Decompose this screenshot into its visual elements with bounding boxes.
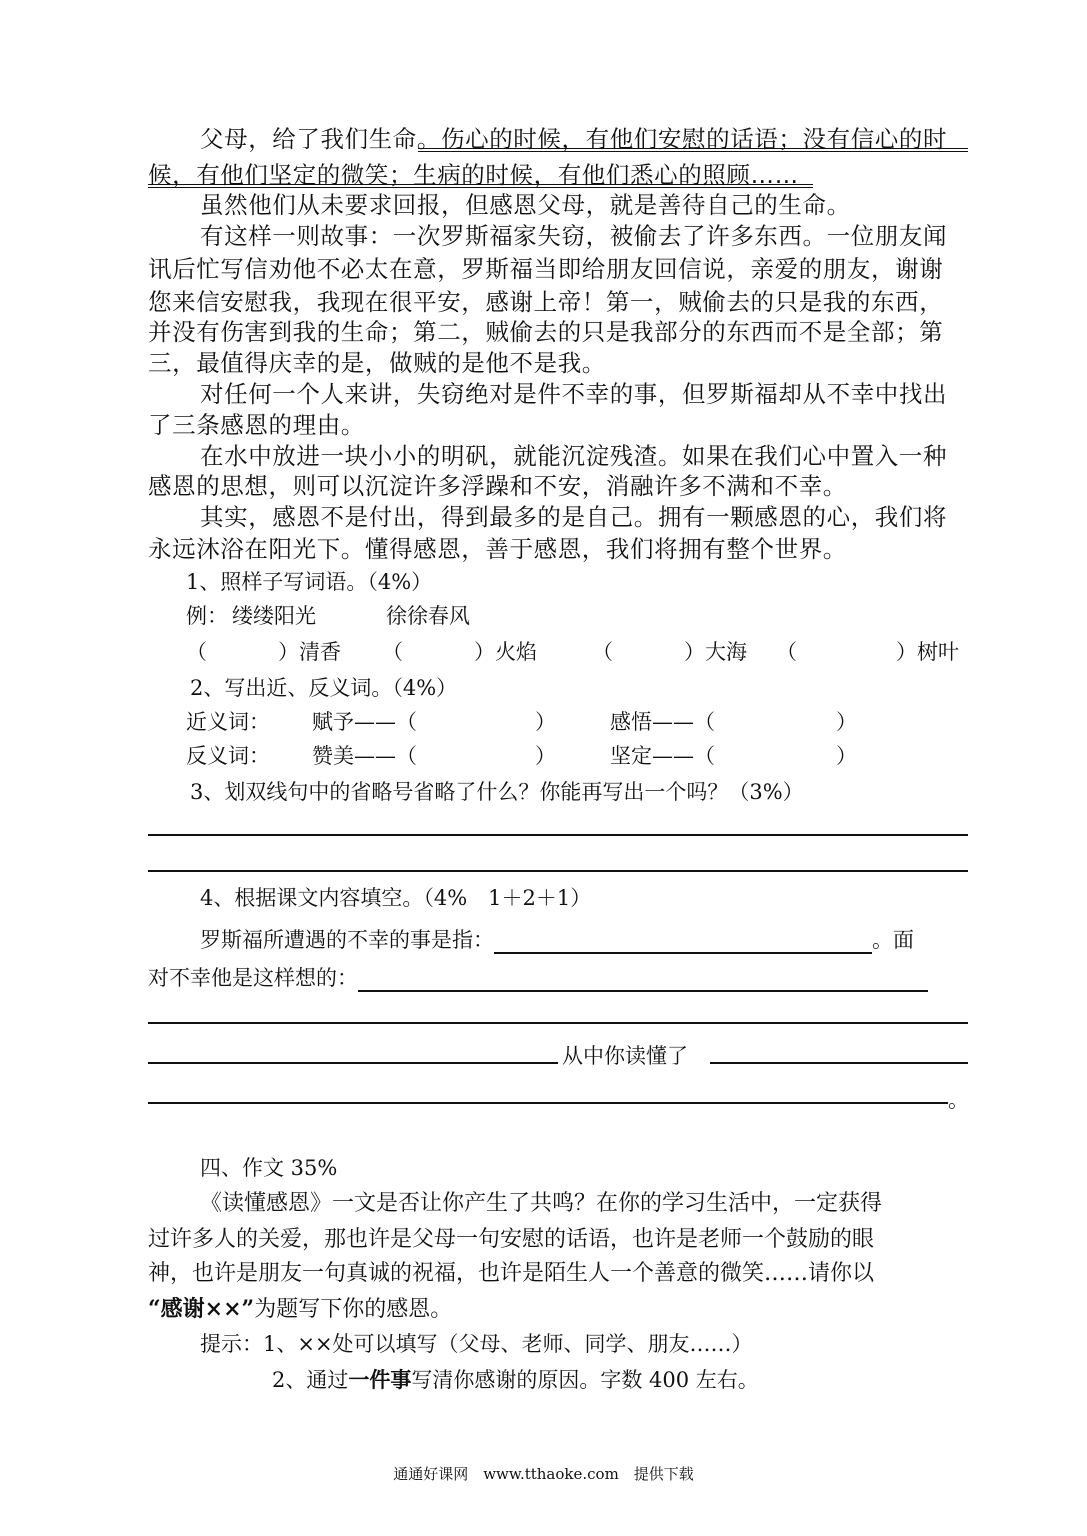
- answer-paren-open: （: [592, 640, 613, 664]
- antonym-item[interactable]: 赞美——（: [312, 744, 417, 768]
- essay-line: 神，也许是朋友一句真诚的祝福，也许是陌生人一个善意的微笑……请你以: [148, 1261, 875, 1286]
- hint-text: 写清你感谢的原因。字数 400 左右。: [411, 1368, 759, 1392]
- answer-line[interactable]: [148, 1022, 968, 1024]
- example-word: 缕缕阳光: [232, 604, 316, 628]
- passage-line: 三，最值得庆幸的是，做贼的是他不是我。: [148, 349, 606, 377]
- answer-line[interactable]: [148, 870, 968, 872]
- answer-blank-item[interactable]: ）火焰: [474, 640, 537, 664]
- fill-blank[interactable]: [358, 968, 928, 992]
- question-3-title: 3、划双线句中的省略号省略了什么？你能再写出一个吗？（3%）: [190, 780, 804, 804]
- double-underlined-text: 候，有他们坚定的微笑；生病的时候，有他们悉心的照顾……: [148, 161, 799, 189]
- answer-paren-open: （: [186, 640, 207, 664]
- fill-blank[interactable]: [494, 930, 872, 954]
- answer-line[interactable]: [148, 1062, 558, 1064]
- essay-title: 四、作文 35%: [200, 1156, 338, 1180]
- question-4-title: 4、根据课文内容填空。（4% 1＋2＋1）: [200, 886, 592, 910]
- answer-paren-open: （: [382, 640, 403, 664]
- essay-line: 《读懂感恩》一文是否让你产生了共鸣？在你的学习生活中，一定获得: [200, 1191, 883, 1216]
- answer-paren-close: ）: [836, 744, 857, 768]
- fill-end: 。: [948, 1088, 969, 1112]
- page-footer: 通通好课网 www.tthaoke.com 提供下载: [393, 1465, 694, 1483]
- passage-line: 并没有伤害到我的生命；第二，贼偷去的只是我部分的东西而不是全部；第: [148, 318, 944, 346]
- essay-topic: “感谢××”: [148, 1296, 255, 1322]
- passage-line: 讯后忙写信劝他不必太在意，罗斯福当即给朋友回信说，亲爱的朋友，谢谢: [148, 255, 944, 283]
- double-underlined-text: 伤心的时候，有他们安慰的话语；没有信心的时: [441, 125, 948, 153]
- fill-line: [200, 924, 914, 954]
- antonym-item[interactable]: 坚定——（: [610, 744, 715, 768]
- essay-text: 为题写下你的感恩。: [254, 1297, 453, 1322]
- double-underline: [418, 148, 968, 152]
- fill-line: [148, 962, 928, 992]
- answer-blank-item[interactable]: ）树叶: [896, 640, 959, 664]
- passage-line: 对任何一个人来讲，失窃绝对是件不幸的事，但罗斯福却从不幸中找出: [200, 380, 948, 408]
- example-label: 例：: [186, 604, 228, 628]
- passage-line: 感恩的思想，则可以沉淀许多浮躁和不安，消融许多不满和不幸。: [148, 472, 847, 500]
- answer-paren-close: ）: [535, 710, 556, 734]
- example-word: 徐徐春风: [386, 604, 470, 628]
- question-1-title: 1、照样子写词语。（4%）: [186, 570, 433, 594]
- fill-suffix: 。面: [872, 928, 914, 952]
- essay-line: 过许多人的关爱，那也许是父母一句安慰的话语，也许是老师一个鼓励的眼: [148, 1227, 875, 1252]
- answer-line[interactable]: [710, 1062, 968, 1064]
- essay-hint: 提示：1、××处可以填写（父母、老师、同学、朋友……）: [200, 1332, 753, 1356]
- synonym-item[interactable]: 感悟——（: [610, 710, 715, 734]
- essay-hint: [272, 1364, 759, 1394]
- answer-blank-item[interactable]: ）清香: [278, 640, 341, 664]
- passage-line: 了三条感恩的理由。: [148, 411, 365, 439]
- answer-blank-item[interactable]: ）大海: [684, 640, 747, 664]
- passage-line: 有这样一则故事：一次罗斯福家失窃，被偷去了许多东西。一位朋友闻: [200, 222, 948, 250]
- passage-line: 永远沐浴在阳光下。懂得感恩，善于感恩，我们将拥有整个世界。: [148, 535, 847, 563]
- answer-paren-open: （: [776, 640, 797, 664]
- passage-line: 您来信安慰我，我现在很平安，感谢上帝！第一，贼偷去的只是我的东西，: [148, 288, 944, 316]
- passage-text: 父母，给了我们生命。: [200, 125, 441, 153]
- hint-text: 2、通过: [272, 1368, 349, 1392]
- fill-prompt: 从中你读懂了: [562, 1044, 688, 1068]
- fill-prompt: 罗斯福所遭遇的不幸的事是指：: [200, 928, 494, 952]
- answer-paren-close: ）: [836, 710, 857, 734]
- answer-paren-close: ）: [535, 744, 556, 768]
- passage-line: 在水中放进一块小小的明矾，就能沉淀残渣。如果在我们心中置入一种: [200, 442, 948, 470]
- antonym-label: 反义词：: [186, 744, 270, 768]
- question-2-title: 2、写出近、反义词。（4%）: [190, 676, 458, 700]
- answer-line[interactable]: [148, 834, 968, 836]
- answer-line[interactable]: [148, 1102, 948, 1104]
- hint-emphasis: 一件事: [348, 1367, 412, 1392]
- synonym-label: 近义词：: [186, 710, 270, 734]
- fill-prompt: 对不幸他是这样想的：: [148, 966, 358, 990]
- passage-line: 其实，感恩不是付出，得到最多的是自己。拥有一颗感恩的心，我们将: [200, 503, 948, 531]
- essay-line: [148, 1292, 452, 1323]
- synonym-item[interactable]: 赋予——（: [312, 710, 417, 734]
- passage-line: 虽然他们从未要求回报，但感恩父母，就是善待自己的生命。: [200, 191, 851, 219]
